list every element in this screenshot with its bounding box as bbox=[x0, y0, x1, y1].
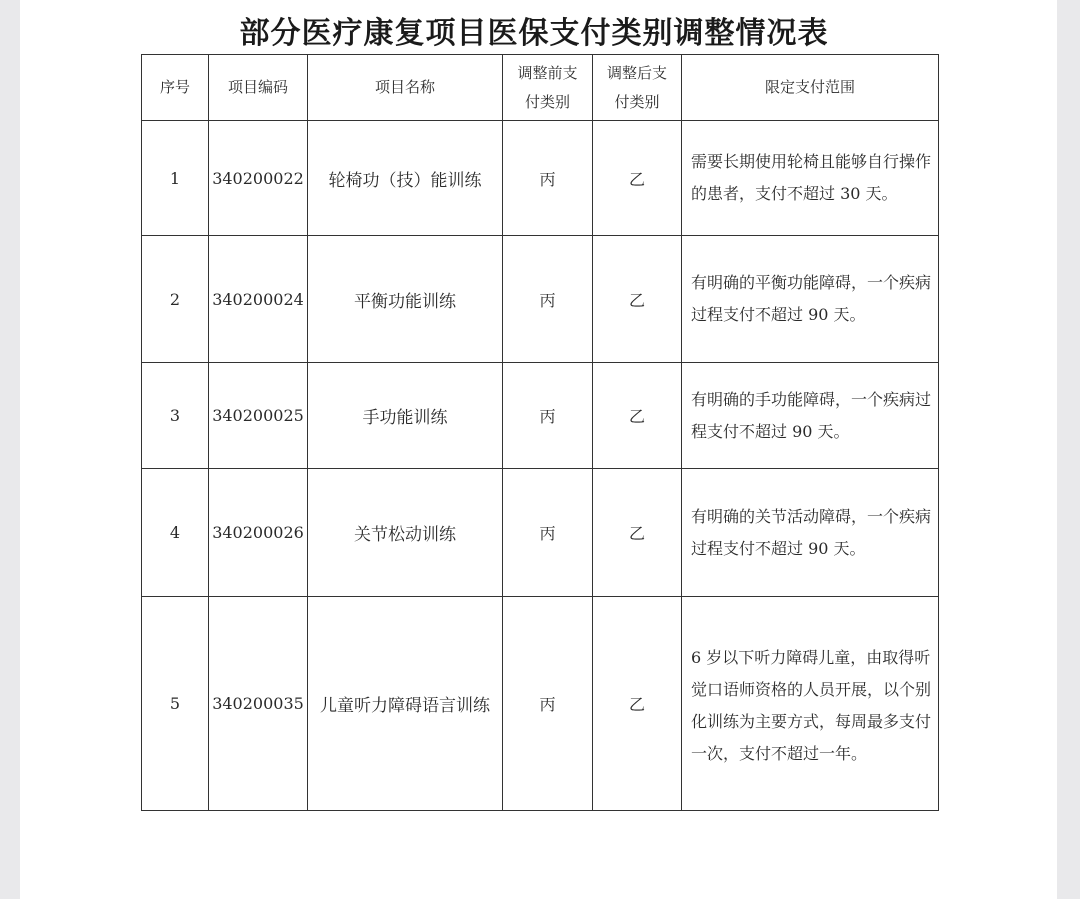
cell-range: 有明确的手功能障碍，一个疾病过程支付不超过 90 天。 bbox=[682, 363, 939, 469]
cell-after: 乙 bbox=[593, 597, 682, 811]
cell-before: 丙 bbox=[503, 236, 593, 363]
header-seq: 序号 bbox=[142, 55, 209, 121]
header-after-line1: 调整后支 bbox=[606, 63, 667, 82]
cell-before: 丙 bbox=[503, 121, 593, 236]
cell-seq: 2 bbox=[142, 236, 209, 363]
cell-range: 有明确的关节活动障碍，一个疾病过程支付不超过 90 天。 bbox=[682, 469, 939, 597]
cell-range: 6 岁以下听力障碍儿童，由取得听觉口语师资格的人员开展，以个别化训练为主要方式，每周最多支付一次，支付不超过一年。 bbox=[682, 597, 939, 811]
page-title: 部分医疗康复项目医保支付类别调整情况表 bbox=[239, 16, 829, 51]
adjustment-table bbox=[141, 54, 939, 811]
cell-after: 乙 bbox=[593, 469, 682, 597]
cell-code: 340200022 bbox=[209, 121, 308, 236]
cell-before: 丙 bbox=[503, 363, 593, 469]
cell-seq: 3 bbox=[142, 363, 209, 469]
cell-name: 轮椅功（技）能训练 bbox=[308, 121, 503, 236]
cell-name: 儿童听力障碍语言训练 bbox=[308, 597, 503, 811]
header-after-line2: 付类别 bbox=[614, 92, 660, 111]
cell-before: 丙 bbox=[503, 469, 593, 597]
header-before-category bbox=[503, 55, 593, 121]
table-row bbox=[142, 469, 939, 597]
cell-name: 关节松动训练 bbox=[308, 469, 503, 597]
header-name: 项目名称 bbox=[308, 55, 503, 121]
cell-name: 手功能训练 bbox=[308, 363, 503, 469]
cell-after: 乙 bbox=[593, 236, 682, 363]
table-header-row bbox=[142, 55, 939, 121]
table-row bbox=[142, 597, 939, 811]
cell-range: 需要长期使用轮椅且能够自行操作的患者，支付不超过 30 天。 bbox=[682, 121, 939, 236]
cell-seq: 5 bbox=[142, 597, 209, 811]
header-after-category bbox=[593, 55, 682, 121]
cell-name: 平衡功能训练 bbox=[308, 236, 503, 363]
cell-code: 340200026 bbox=[209, 469, 308, 597]
cell-before: 丙 bbox=[503, 597, 593, 811]
cell-code: 340200035 bbox=[209, 597, 308, 811]
table-row bbox=[142, 236, 939, 363]
cell-after: 乙 bbox=[593, 121, 682, 236]
header-before-line2: 付类别 bbox=[524, 92, 570, 111]
cell-after: 乙 bbox=[593, 363, 682, 469]
cell-code: 340200025 bbox=[209, 363, 308, 469]
cell-seq: 1 bbox=[142, 121, 209, 236]
cell-code: 340200024 bbox=[209, 236, 308, 363]
header-payment-range: 限定支付范围 bbox=[682, 55, 939, 121]
table-row bbox=[142, 121, 939, 236]
cell-seq: 4 bbox=[142, 469, 209, 597]
cell-range: 有明确的平衡功能障碍，一个疾病过程支付不超过 90 天。 bbox=[682, 236, 939, 363]
header-code: 项目编码 bbox=[209, 55, 308, 121]
table-row bbox=[142, 363, 939, 469]
header-before-line1: 调整前支 bbox=[517, 63, 578, 82]
